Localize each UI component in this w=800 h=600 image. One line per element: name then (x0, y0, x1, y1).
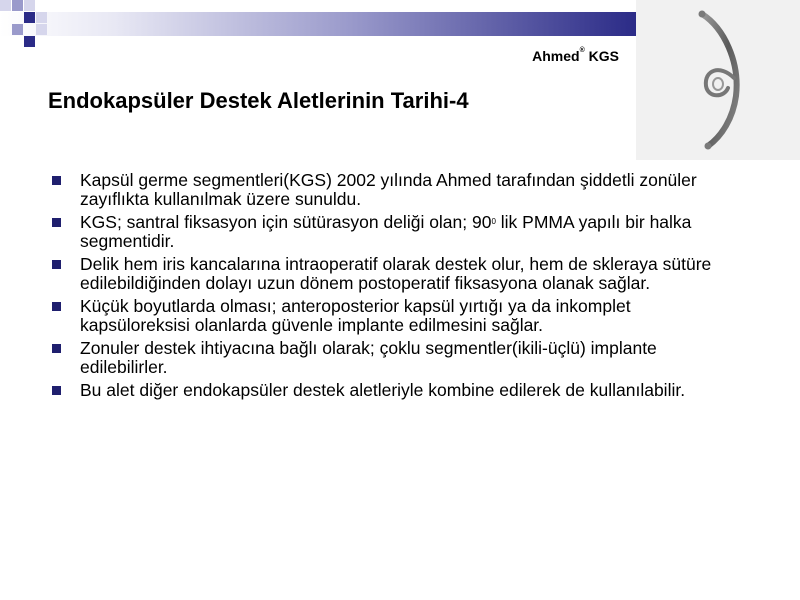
bullet-list (52, 171, 742, 404)
bullet-text: Zonuler destek ihtiyacına bağlı olarak; çoklu segmentler(ikili-üçlü) implante edilebilirler. (80, 338, 657, 377)
bullet-text (80, 212, 691, 251)
bullet-item (52, 381, 742, 400)
bullet-item (52, 339, 742, 377)
deco-square (0, 0, 11, 11)
deco-square (24, 0, 35, 11)
slide-title: Endokapsüler Destek Aletlerinin Tarihi-4 (48, 88, 469, 113)
degree-superscript: 0 (491, 217, 496, 226)
deco-square (12, 0, 23, 11)
deco-square (24, 36, 35, 47)
bullet-text-part: lik PMMA yapılı bir halka segmentidir. (80, 212, 692, 251)
caption-registered-mark: ® (579, 47, 585, 54)
bullet-text: Delik hem iris kancalarına intraoperatif olarak destek olur, hem de skleraya sütüre edilebildiğinden dolayı uzun dönem postoperatif fiksasyona olanak sağlar. (80, 254, 712, 293)
bullet-item (52, 297, 742, 335)
bullet-text-part: KGS; santral fiksasyon için sütürasyon deliği olan; 90 (80, 212, 492, 232)
square-bullet-icon (52, 218, 61, 227)
deco-square (24, 12, 35, 23)
header-gradient-bar (0, 12, 636, 36)
bullet-item (52, 171, 742, 209)
deco-square (36, 24, 47, 35)
square-bullet-icon (52, 260, 61, 269)
capsular-tension-segment-image (636, 0, 800, 160)
deco-square (36, 12, 47, 23)
square-bullet-icon (52, 386, 61, 395)
caption-brand: Ahmed (532, 48, 580, 64)
image-caption (532, 48, 619, 64)
bullet-text: Kapsül germe segmentleri(KGS) 2002 yılında Ahmed tarafından şiddetli zonüler zayıflıkta kullanılmak üzere sunuldu. (80, 170, 697, 209)
square-bullet-icon (52, 302, 61, 311)
bullet-item (52, 213, 742, 251)
segment-photo-svg (636, 0, 800, 160)
caption-model: KGS (584, 48, 619, 64)
deco-square (12, 24, 23, 35)
square-bullet-icon (52, 176, 61, 185)
square-bullet-icon (52, 344, 61, 353)
bullet-text: Bu alet diğer endokapsüler destek aletleriyle kombine edilerek de kullanılabilir. (80, 380, 686, 400)
bullet-text: Küçük boyutlarda olması; anteroposterior kapsül yırtığı ya da inkomplet kapsüloreksisi olanlarda güvenle implante edilmesini sağlar. (80, 296, 631, 335)
bullet-item (52, 255, 742, 293)
